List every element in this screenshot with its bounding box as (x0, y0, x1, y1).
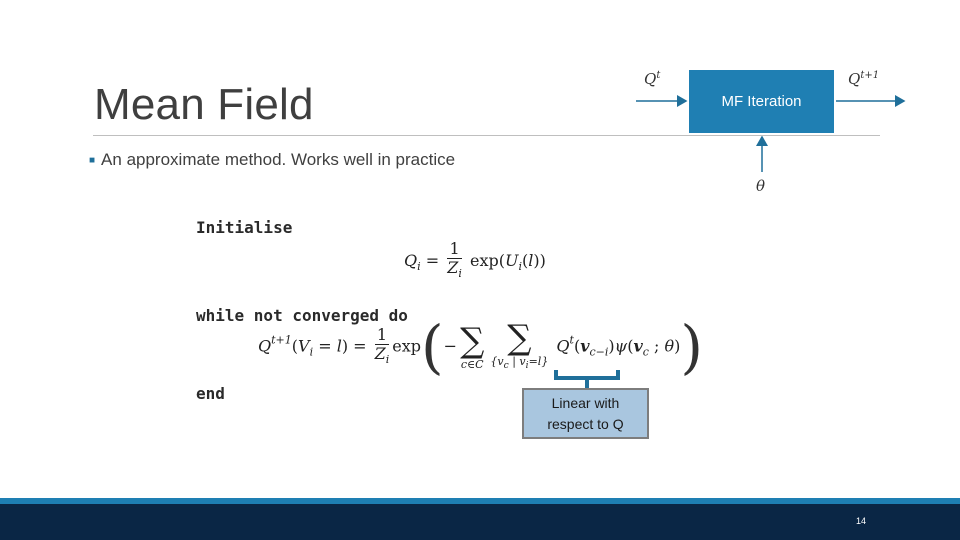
while-loop-line: while not converged do (196, 306, 408, 325)
linearity-callout (522, 388, 649, 439)
title-divider (93, 135, 880, 136)
end-keyword: end (196, 384, 225, 403)
callout-line-1: Linear with (551, 394, 620, 411)
bullet-item (89, 150, 455, 170)
mf-iteration-box: MF Iteration (689, 70, 834, 133)
update-formula: $Q^{t+1}(V_i = l)$ = $\frac{1}{Z_i}$ exp(− ∑ c∈C ∑ {$v_c$ | $v_i=l$} $Q^t(v_{c-i})\psi(v_c$ ; θ)) (258, 313, 704, 381)
init-formula: $Q_i$ = $\frac{1}{Z_i}$ $\exp(U_i(l))$ (404, 239, 546, 280)
output-label: $Q^{t+1}$ (848, 70, 880, 88)
param-label: θ (756, 177, 766, 195)
page-number: 14 (856, 516, 867, 526)
input-label: $Q^t$ (644, 70, 661, 88)
initialise-keyword: Initialise (196, 218, 293, 237)
slide-title: Mean Field (94, 80, 314, 129)
square-bullet-icon: ■ (89, 155, 96, 166)
callout-line-2: respect to Q (547, 415, 624, 432)
bullet-text: An approximate method. Works well in practice (101, 150, 456, 169)
footer-bar (0, 504, 960, 540)
